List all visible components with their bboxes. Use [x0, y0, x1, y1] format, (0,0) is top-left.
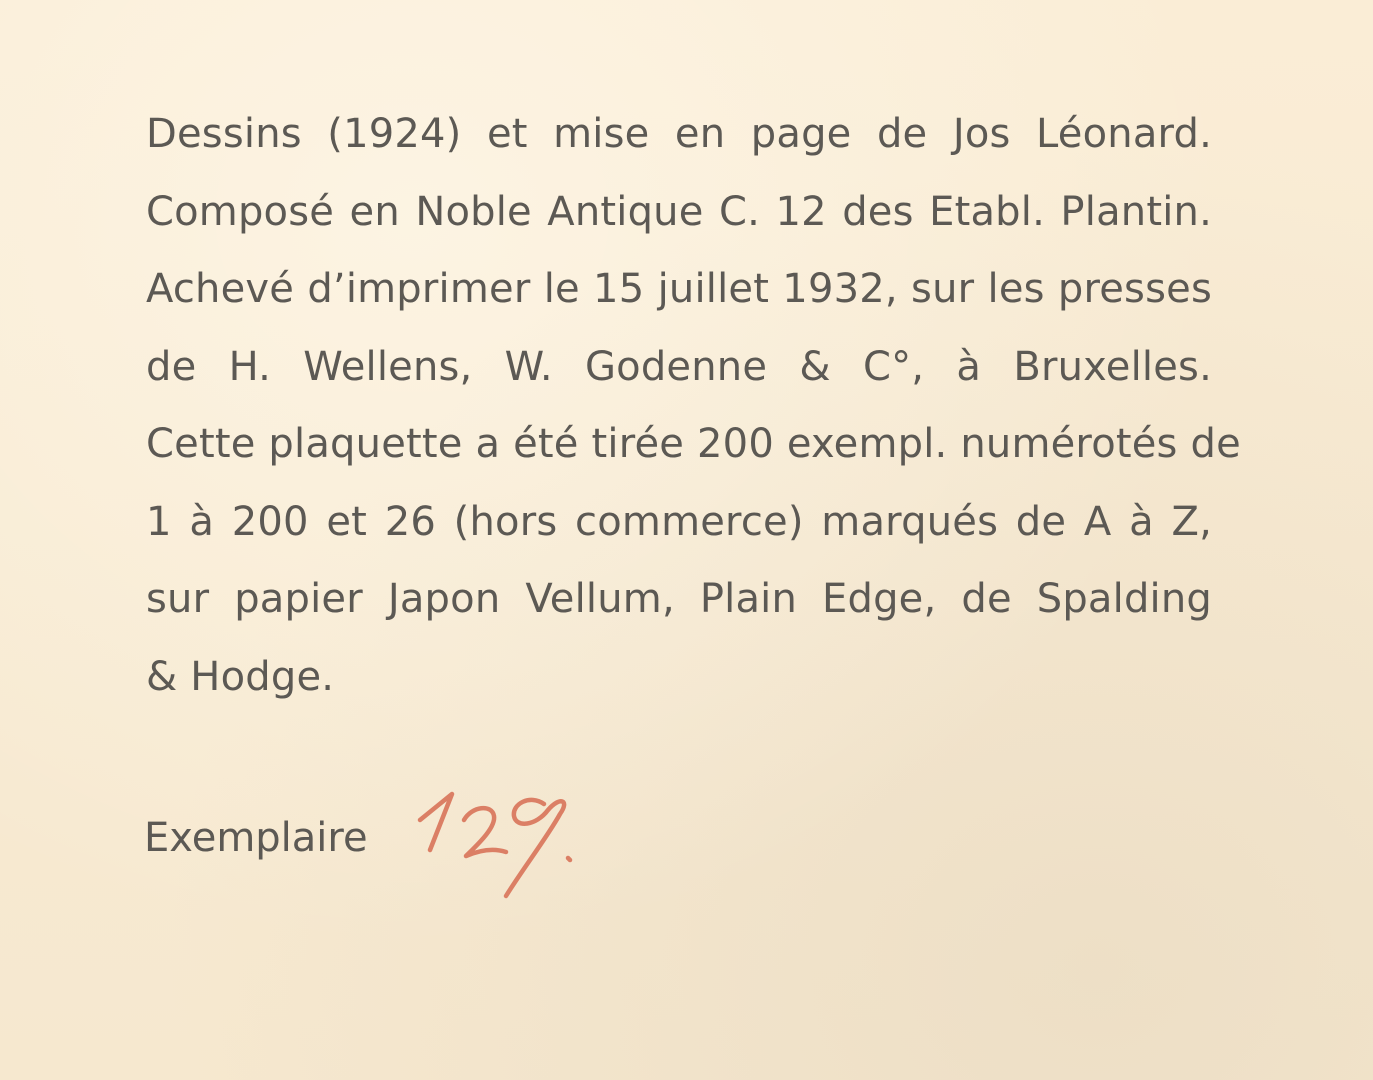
colophon-text [146, 96, 1241, 716]
colophon-line: 1 à 200 et 26 (hors commerce) marqués de A à Z, [146, 498, 1212, 545]
colophon-line: Achevé d’imprimer le 15 juillet 1932, sur les presses [146, 266, 1212, 312]
handwritten-copy-number [410, 780, 590, 910]
colophon-line: Dessins (1924) et mise en page de Jos Léonard. [146, 111, 1212, 157]
exemplaire-label: Exemplaire [144, 815, 368, 861]
colophon-line: de H. Wellens, W. Godenne & C°, à Bruxelles. [146, 343, 1212, 390]
handwritten-number-drawing [410, 780, 590, 910]
colophon-line: Cette plaquette a été tirée 200 exempl. numérotés de [146, 421, 1241, 467]
colophon-line: sur papier Japon Vellum, Plain Edge, de Spalding [146, 576, 1212, 622]
colophon-line: & Hodge. [146, 653, 335, 700]
colophon-line: Composé en Noble Antique C. 12 des Etabl. Plantin. [146, 188, 1212, 235]
